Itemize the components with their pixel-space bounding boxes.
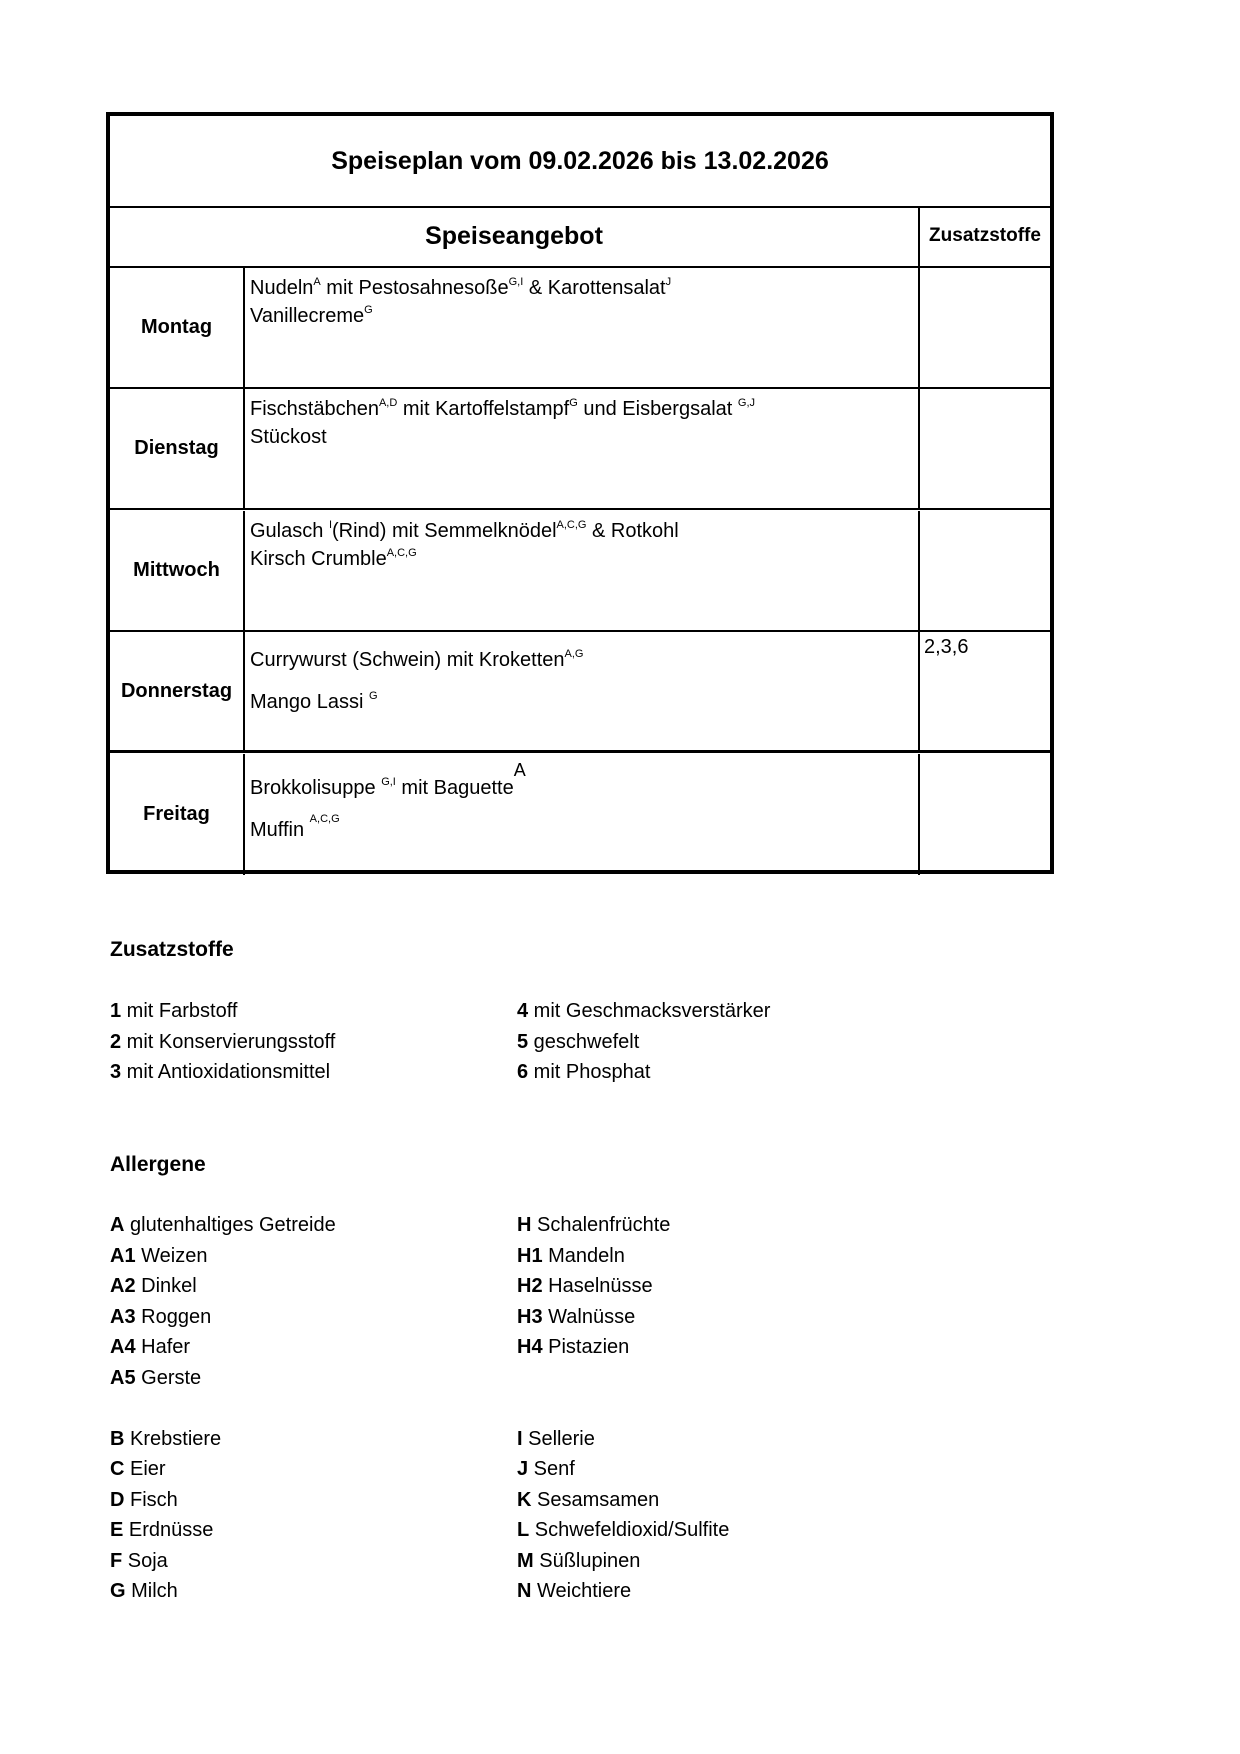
day-additives	[920, 268, 1050, 391]
header-additives: Zusatzstoffe	[929, 225, 1041, 246]
dish-text: mit Kartoffelstampf	[397, 398, 570, 421]
legend-item	[110, 1424, 336, 1455]
legend-spacer	[517, 1393, 729, 1424]
legend-item	[517, 1271, 729, 1302]
dish-text: (Rind) mit Semmelknödel	[332, 519, 557, 542]
legend-code: A3	[110, 1305, 136, 1328]
day-row-donnerstag	[110, 632, 1050, 753]
dish-line	[250, 517, 918, 545]
dish-text: Stückost	[250, 426, 327, 449]
allergens-legend-left	[110, 1210, 336, 1607]
dish-line	[250, 759, 918, 802]
legend-item	[110, 1363, 336, 1394]
legend-item	[517, 1546, 729, 1577]
legend-label: Gerste	[135, 1366, 202, 1389]
legend-label: Sellerie	[522, 1427, 595, 1450]
dish-text: & Karottensalat	[523, 277, 666, 299]
legend-code: B	[110, 1427, 125, 1450]
day-name: Donnerstag	[110, 632, 245, 750]
legend-label: Soja	[122, 1549, 168, 1572]
allergen-superscript: A,G	[564, 648, 584, 661]
allergen-superscript: G	[364, 304, 373, 316]
legend-code: 2	[110, 1030, 122, 1053]
dish-text: Kirsch Crumble	[250, 547, 387, 570]
day-additives	[920, 389, 1050, 512]
legend-code: A5	[110, 1366, 136, 1389]
legend-label: mit Geschmacksverstärker	[528, 1000, 771, 1022]
dish-line	[250, 302, 918, 330]
allergen-superscript: A	[513, 759, 526, 780]
dish-text: Muffin	[250, 818, 310, 841]
legend-code: H1	[517, 1244, 543, 1267]
legend-label: Weichtiere	[531, 1580, 632, 1602]
dish-line	[250, 545, 918, 573]
legend-label: Sesamsamen	[531, 1488, 660, 1511]
dish-line	[250, 688, 918, 716]
legend-code: 1	[110, 1000, 122, 1022]
legend-item	[517, 1454, 729, 1485]
legend-item	[517, 1576, 729, 1607]
legend-item	[517, 996, 770, 1027]
legend-item	[517, 1210, 729, 1241]
allergens-legend-right	[517, 1210, 729, 1607]
legend-item	[110, 1485, 336, 1516]
legend-code: 4	[517, 1000, 529, 1022]
legend-label: Fisch	[124, 1488, 178, 1511]
legend-item	[517, 1332, 729, 1363]
allergen-superscript: G,I	[508, 276, 524, 288]
legend-label: glutenhaltiges Getreide	[124, 1214, 336, 1236]
allergen-superscript: G	[368, 690, 378, 703]
legend-label: Senf	[528, 1458, 575, 1480]
legend-item	[517, 1515, 729, 1546]
legend-code: 5	[517, 1030, 529, 1053]
legend-item	[110, 1241, 336, 1272]
legend-code: C	[110, 1458, 125, 1480]
dish-text: Fischstäbchen	[250, 398, 379, 421]
legend-label: Erdnüsse	[123, 1519, 214, 1541]
legend-label: Krebstiere	[124, 1427, 222, 1450]
dish-line	[250, 274, 918, 302]
legend-label: mit Konservierungsstoff	[121, 1030, 336, 1053]
day-name: Freitag	[110, 754, 245, 875]
legend-label: Weizen	[135, 1244, 208, 1267]
dish-text: Mango Lassi	[250, 691, 369, 714]
day-row-freitag	[110, 754, 1050, 875]
day-row-dienstag	[110, 389, 1050, 510]
allergen-superscript: I	[328, 518, 332, 531]
legend-label: mit Farbstoff	[121, 1000, 238, 1022]
legend-item	[110, 996, 335, 1027]
legend-item	[110, 1210, 336, 1241]
legend-label: Mandeln	[542, 1244, 625, 1267]
legend-code: A	[110, 1214, 125, 1236]
day-additives	[920, 511, 1050, 634]
dish-line	[250, 423, 918, 451]
dish-text: Gulasch	[250, 519, 329, 542]
allergen-superscript: A,C,G	[386, 546, 417, 559]
legend-label: Schwefeldioxid/Sulfite	[529, 1519, 730, 1541]
menu-table	[106, 112, 1054, 874]
day-name: Montag	[110, 268, 245, 387]
legend-item	[517, 1485, 729, 1516]
legend-label: Milch	[125, 1580, 178, 1602]
legend-label: Süßlupinen	[533, 1549, 641, 1572]
day-name: Mittwoch	[110, 511, 245, 630]
day-offer	[245, 268, 920, 387]
dish-text: mit Baguette	[395, 776, 514, 799]
allergen-superscript: A	[313, 276, 321, 288]
allergen-superscript: G,I	[381, 775, 396, 788]
legend-item	[517, 1027, 770, 1058]
legend-label: mit Antioxidationsmittel	[121, 1061, 331, 1083]
legend-label: Dinkel	[135, 1275, 197, 1297]
legend-code: H4	[517, 1336, 543, 1358]
legend-code: 3	[110, 1061, 122, 1083]
legend-item	[110, 1454, 336, 1485]
legend-item	[110, 1302, 336, 1333]
legend-item	[110, 1271, 336, 1302]
legend-label: Haselnüsse	[542, 1275, 653, 1297]
dish-text: Vanillecreme	[250, 305, 365, 327]
day-name: Dienstag	[110, 389, 245, 508]
additives-legend-right	[517, 996, 770, 1088]
legend-code: H2	[517, 1275, 543, 1297]
day-additives: 2,3,6	[924, 636, 969, 659]
allergen-superscript: A,C,G	[309, 812, 340, 825]
legend-item	[110, 1576, 336, 1607]
allergen-superscript: G,J	[737, 397, 756, 410]
legend-label: mit Phosphat	[528, 1061, 651, 1083]
legend-label: geschwefelt	[528, 1030, 640, 1053]
legend-code: K	[517, 1488, 532, 1511]
dish-line	[250, 812, 918, 844]
legend-code: A1	[110, 1244, 136, 1267]
legend-code: 6	[517, 1061, 529, 1083]
legend-code: D	[110, 1488, 125, 1511]
dish-line	[250, 646, 918, 674]
legend-label: Walnüsse	[542, 1305, 636, 1328]
day-offer	[245, 754, 920, 875]
allergen-superscript: A,C,G	[556, 518, 587, 531]
dish-text: Brokkolisuppe	[250, 776, 382, 799]
legend-item	[110, 1546, 336, 1577]
legend-code: N	[517, 1580, 532, 1602]
day-offer	[245, 632, 920, 750]
allergen-superscript: A,D	[378, 397, 398, 410]
day-row-mittwoch	[110, 511, 1050, 632]
legend-code: I	[517, 1427, 523, 1450]
header-offer: Speiseangebot	[110, 206, 920, 266]
table-header-row	[110, 206, 1050, 268]
day-additives	[920, 754, 1050, 879]
legend-code: M	[517, 1549, 534, 1572]
legend-code: J	[517, 1458, 529, 1480]
legend-item	[517, 1241, 729, 1272]
legend-item	[110, 1027, 335, 1058]
legend-code: F	[110, 1549, 123, 1572]
allergen-superscript: J	[665, 276, 672, 288]
day-row-montag	[110, 268, 1050, 389]
legend-spacer	[110, 1393, 336, 1424]
legend-item	[517, 1057, 770, 1088]
day-offer	[245, 389, 920, 508]
legend-code: G	[110, 1580, 126, 1602]
legend-item	[517, 1424, 729, 1455]
legend-code: H	[517, 1214, 532, 1236]
legend-label: Hafer	[135, 1336, 191, 1358]
allergens-legend-title: Allergene	[110, 1153, 206, 1176]
day-offer	[245, 511, 920, 630]
dish-line	[250, 395, 918, 423]
legend-code: H3	[517, 1305, 543, 1328]
legend-code: A2	[110, 1275, 136, 1297]
legend-label: Roggen	[135, 1305, 212, 1328]
dish-text: Currywurst (Schwein) mit Kroketten	[250, 649, 565, 672]
dish-text: & Rotkohl	[586, 519, 679, 542]
legend-code: A4	[110, 1336, 136, 1358]
allergen-superscript: G	[569, 397, 578, 410]
additives-legend-title: Zusatzstoffe	[110, 938, 234, 961]
legend-item	[110, 1332, 336, 1363]
legend-item	[517, 1302, 729, 1333]
additives-legend-left	[110, 996, 335, 1088]
dish-text: Nudeln	[250, 277, 314, 299]
legend-label: Eier	[124, 1458, 166, 1480]
legend-label: Pistazien	[542, 1336, 630, 1358]
legend-spacer	[517, 1363, 729, 1394]
dish-text: mit Pestosahnesoße	[320, 277, 509, 299]
legend-code: L	[517, 1519, 530, 1541]
legend-label: Schalenfrüchte	[531, 1214, 671, 1236]
dish-text: und Eisbergsalat	[577, 398, 738, 421]
legend-item	[110, 1057, 335, 1088]
legend-code: E	[110, 1519, 124, 1541]
legend-item	[110, 1515, 336, 1546]
menu-title: Speiseplan vom 09.02.2026 bis 13.02.2026	[110, 116, 1050, 208]
